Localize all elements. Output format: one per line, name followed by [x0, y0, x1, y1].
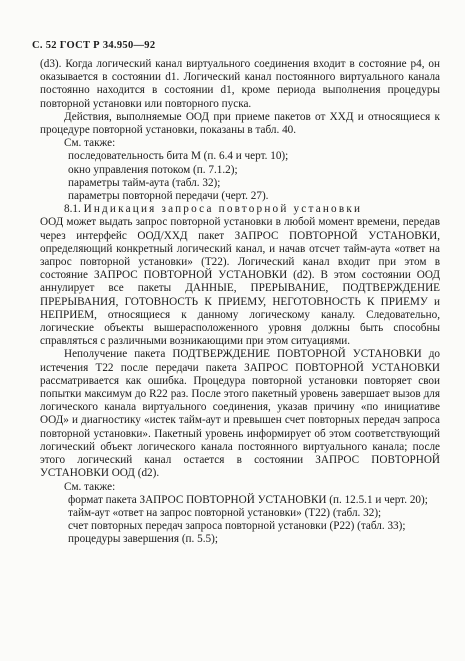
section-number: 8.1. — [64, 203, 81, 216]
list-item: параметры тайм-аута (табл. 32); — [68, 176, 221, 189]
section-heading — [40, 203, 440, 216]
see-also-label-2: См. также: — [64, 480, 116, 493]
list-item: счет повторных передач запроса повторной установки (Р22) (табл. 33); — [68, 520, 406, 533]
page-header: С. 52 ГОСТ Р 34.950—92 — [32, 40, 156, 51]
list-item: формат пакета ЗАПРОС ПОВТОРНОЙ УСТАНОВКИ (п. 12.5.1 и черт. 20); — [68, 493, 428, 506]
list-item: процедуры завершения (п. 5.5); — [68, 533, 218, 546]
reference-list-1 — [40, 150, 440, 203]
list-item: окно управления потоком (п. 7.1.2); — [68, 163, 238, 176]
document-body — [40, 58, 440, 547]
list-item: тайм-аут «ответ на запрос повторной установки» (Т22) (табл. 32); — [68, 506, 382, 519]
reference-list-2 — [40, 494, 440, 547]
paragraph-4: Неполучение пакета ПОДТВЕРЖДЕНИЕ ПОВТОРНОЙ УСТАНОВКИ до истечения Т22 после передачи пакета ЗАПРОС ПОВТОРНОЙ УСТАНОВКИ рассматривается как ошибка. Процедура повторной установки повторяет свои попытки максимум до R22 раз. После этого пакетный уровень завершает вызов для логического канала виртуального соединения, указав причину «по инициативе ООД» и диагностику «истек тайм-аут и превышен счет повторных передач запроса повторной установки». Пакетный уровень информирует об этом соответствующий логический объект логического канала постоянного виртуального канала; после этого логический канал остается в состоянии ЗАПРОС ПОВТОРНОЙ УСТАНОВКИ ООД (d2). — [40, 348, 440, 480]
paragraph-3: ООД может выдать запрос повторной установки в любой момент времени, передав через интерфейс ООД/ХХД пакет ЗАПРОС ПОВТОРНОЙ УСТАНОВКИ, определяющий конкретный логический канал, и начав отсчет тайм-аута «ответ на запрос повторной установки» (Т22). Логический канал входит при этом в состояние ЗАПРОС ПОВТОРНОЙ УСТАНОВКИ (d2). В этом состоянии ООД аннулирует все пакеты ДАННЫЕ, ПРЕРЫВАНИЕ, ПОДТВЕРЖДЕНИЕ ПРЕРЫВАНИЯ, ГОТОВНОСТЬ К ПРИЕМУ, НЕГОТОВНОСТЬ К ПРИЕМУ и НЕПРИЕМ, относящиеся к данному логическому каналу. Следовательно, логические объекты вышерасположенного уровня должны быть способны справляться с различными возникающими при этом ситуациями. — [40, 216, 440, 348]
list-item: параметры повторной передачи (черт. 27). — [68, 190, 269, 203]
paragraph-1: (d3). Когда логический канал виртуального соединения входит в состояние р4, он оказывается в состоянии d1. Логический канал постоянного виртуального канала постоянно находится в состоянии d1, кроме периода выполнения процедуры повторной установки или повторного пуска. — [40, 58, 440, 110]
paragraph-2: Действия, выполняемые ООД при приеме пакетов от ХХД и относящиеся к процедуре повторной установки, показаны в табл. 40. — [40, 110, 440, 137]
section-title: Индикация запроса повторной установки — [83, 203, 363, 216]
list-item: последовательность бита М (п. 6.4 и черт. 10); — [68, 150, 289, 163]
see-also-label-1: См. также: — [64, 137, 116, 150]
